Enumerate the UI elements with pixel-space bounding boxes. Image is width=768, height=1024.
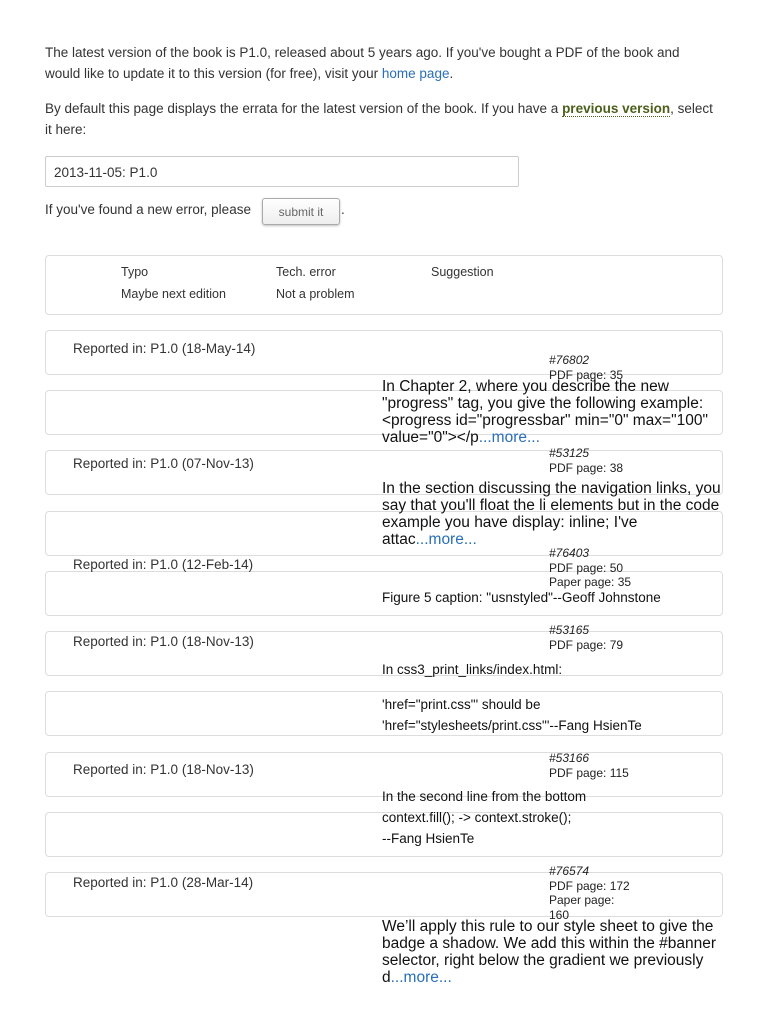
version-info-body: The latest version of the book is P1.0, released about 5 years ago. If you've bought a PDF of the book and would like to update it to this version (for free), visit your [45,45,680,81]
erratum-meta [549,623,623,652]
erratum-id: #76403 [549,546,590,560]
erratum-description: In the second line from the bottom [382,789,587,804]
erratum-more-link[interactable]: ...more... [415,531,477,548]
legend-suggestion: Suggestion [431,265,494,279]
erratum-id: #76802 [549,353,590,367]
erratum-meta [549,751,629,780]
new-error-end: . [341,202,345,217]
erratum-meta [549,864,630,922]
erratum-description-text: We’ll apply this rule to our style sheet to give the badge a shadow. We add this within the #banner selector, right below the gradient we previously d [382,918,717,986]
home-page-link[interactable]: home page [381,66,450,81]
version-select[interactable]: 2013-11-05: P1.0 [45,156,519,187]
erratum-description [382,480,722,548]
erratum-paper-page-number: 160 [549,907,570,922]
erratum-reported: Reported in: P1.0 (18-Nov-13) [73,762,254,777]
erratum-description [382,378,722,446]
erratum-pdf-page: PDF page: 38 [549,460,624,475]
previous-version-text [45,98,715,140]
legend-not-a-problem: Not a problem [276,287,355,301]
erratum-description [382,918,722,986]
erratum-pdf-page: PDF page: 35 [549,367,624,382]
erratum-description: context.fill(); -> context.stroke(); [382,810,572,825]
erratum-reported: Reported in: P1.0 (28-Mar-14) [73,875,254,890]
previous-version-body: By default this page displays the errata for the latest version of the book. If you have a [45,101,563,116]
erratum-description: 'href="print.css"' should be [382,697,541,712]
erratum-more-link[interactable]: ...more... [478,429,540,446]
erratum-paper-page: Paper page: 35 [549,575,632,589]
erratum-id: #76574 [549,864,590,878]
previous-version-link[interactable]: previous version [562,101,671,116]
erratum-id: #53125 [549,446,590,460]
erratum-reported: Reported in: P1.0 (07-Nov-13) [73,456,254,471]
erratum-description: 'href="stylesheets/print.css"'--Fang HsienTe [382,718,642,733]
submit-erratum-button[interactable]: submit it [262,198,340,225]
erratum-pdf-page: PDF page: 172 [549,878,630,893]
version-info-text [45,42,715,84]
erratum-meta [549,446,623,475]
errata-legend [45,255,723,315]
erratum-reported: Reported in: P1.0 (18-May-14) [73,341,256,356]
erratum-meta [549,546,631,590]
version-info-end: . [449,66,454,81]
erratum-more-link[interactable]: ...more... [390,969,452,986]
erratum-description: --Fang HsienTe [382,831,475,846]
erratum-pdf-page: PDF page: 115 [549,765,629,780]
legend-typo: Typo [121,265,149,279]
legend-maybe-next-edition: Maybe next edition [121,287,226,301]
erratum-description: Figure 5 caption: "usnstyled"--Geoff Johnstone [382,590,661,605]
erratum-reported: Reported in: P1.0 (12-Feb-14) [73,557,254,572]
erratum-pdf-page: PDF page: 50 [549,560,624,575]
erratum-id: #53165 [549,623,590,637]
erratum-description-text: In Chapter 2, where you describe the new "progress" tag, you give the following example: <progress id="progressbar" min="0" max="100" value="0"></p [382,378,708,446]
erratum-description: In css3_print_links/index.html: [382,662,563,677]
erratum-description-text: In the section discussing the navigation links, you say that you'll float the li elements but in the code example you have display: inline; I've attac [382,480,721,548]
previous-version-end: , select it here: [45,101,713,137]
new-error-text: If you've found a new error, please [45,202,251,217]
erratum-paper-page: Paper page: [549,893,615,907]
erratum-pdf-page: PDF page: 79 [549,637,624,652]
erratum-id: #53166 [549,751,590,765]
erratum-reported: Reported in: P1.0 (18-Nov-13) [73,634,254,649]
legend-tech-error: Tech. error [276,265,336,279]
